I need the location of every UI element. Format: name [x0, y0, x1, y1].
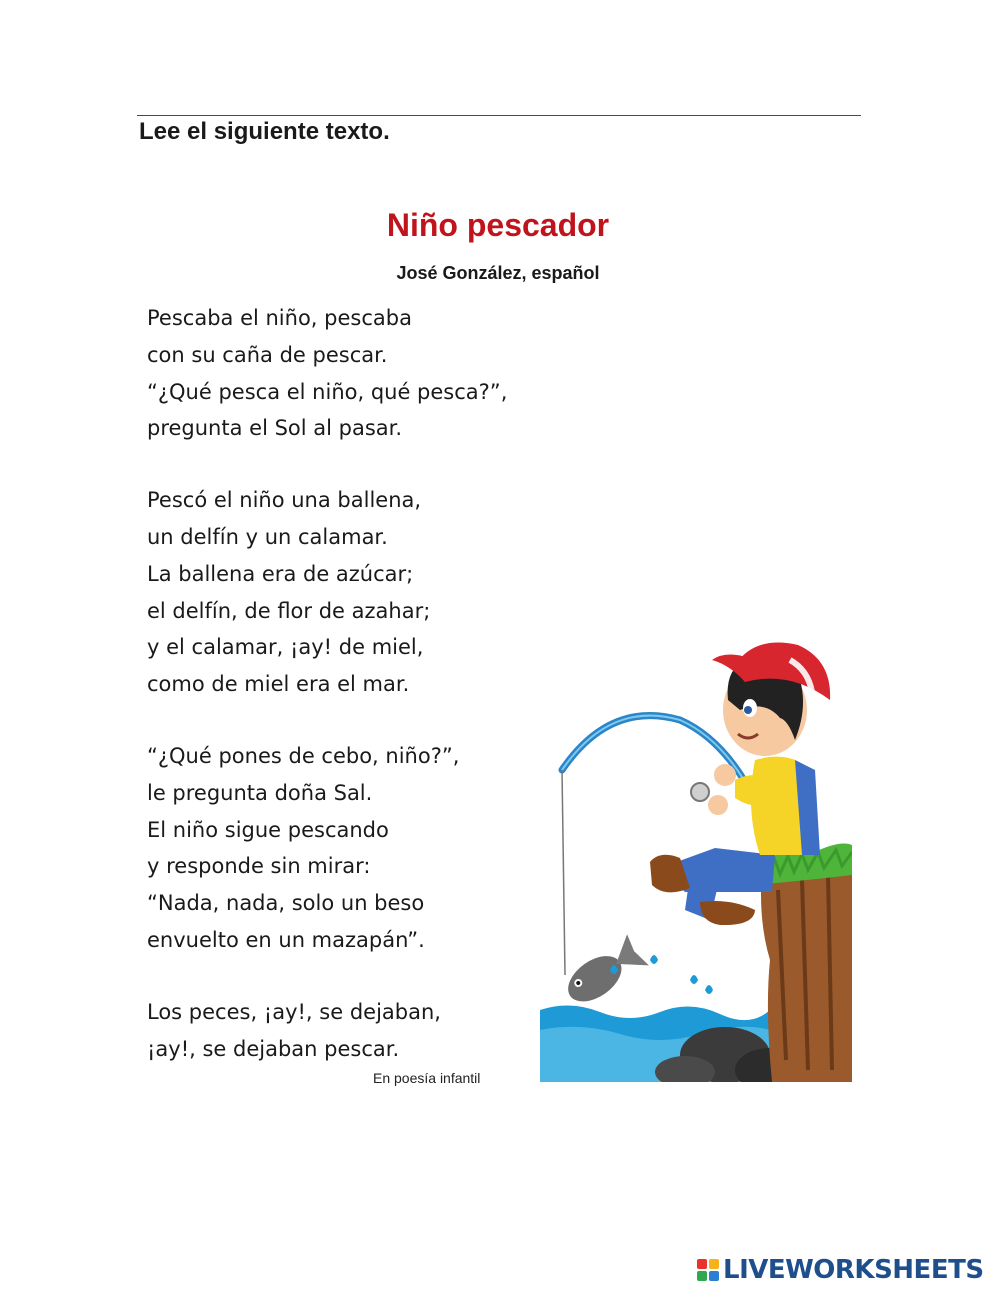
poem-title: [0, 207, 1000, 244]
poem-title-text: Niño pescador: [386, 207, 610, 243]
poem-body: [147, 300, 507, 1102]
poem-line: y el calamar, ¡ay! de miel,: [147, 635, 424, 660]
poem-line: ¡ay!, se dejaban pescar.: [147, 1036, 400, 1061]
top-divider: [137, 115, 861, 116]
poem-line: un delfín y un calamar.: [147, 524, 388, 549]
boy-fishing-illustration: [540, 630, 852, 1082]
poem-line: le pregunta doña Sal.: [147, 780, 373, 805]
poem-line: el delfín, de flor de azahar;: [147, 598, 431, 623]
poem-line: Pescó el niño una ballena,: [147, 488, 422, 513]
poem-line: Los peces, ¡ay!, se dejaban,: [147, 999, 441, 1024]
poem-line: Pescaba el niño, pescaba: [147, 306, 412, 330]
poem-line: La ballena era de azúcar;: [147, 561, 414, 586]
poem-line: “Nada, nada, solo un beso: [147, 891, 425, 916]
stanza-2: [147, 482, 507, 703]
poem-line: con su caña de pescar.: [147, 342, 388, 367]
poem-line: “¿Qué pones de cebo, niño?”,: [147, 743, 460, 768]
poem-author-text: José González, español: [396, 263, 600, 283]
logo-mark-icon: [697, 1259, 719, 1281]
brand-name: LIVEWORKSHEETS: [723, 1255, 984, 1285]
poem-line: y responde sin mirar:: [147, 854, 371, 879]
poem-line: El niño sigue pescando: [147, 817, 389, 842]
poem-line: envuelto en un mazapán”.: [147, 927, 425, 952]
poem-source: En poesía infantil: [373, 1070, 481, 1086]
poem-line: “¿Qué pesca el niño, qué pesca?”,: [147, 379, 508, 404]
poem-line: pregunta el Sol al pasar.: [147, 416, 403, 441]
instruction-text: Lee el siguiente texto.: [139, 118, 390, 145]
poem-author: [0, 263, 1000, 284]
stanza-1: [147, 300, 507, 447]
liveworksheets-logo[interactable]: [697, 1255, 984, 1285]
stanza-3: [147, 738, 507, 959]
stanza-4: [147, 994, 507, 1068]
fishing-rod: [562, 716, 755, 800]
reel: [691, 783, 709, 801]
poem-line: como de miel era el mar.: [147, 672, 410, 697]
fishing-line: [562, 770, 565, 975]
